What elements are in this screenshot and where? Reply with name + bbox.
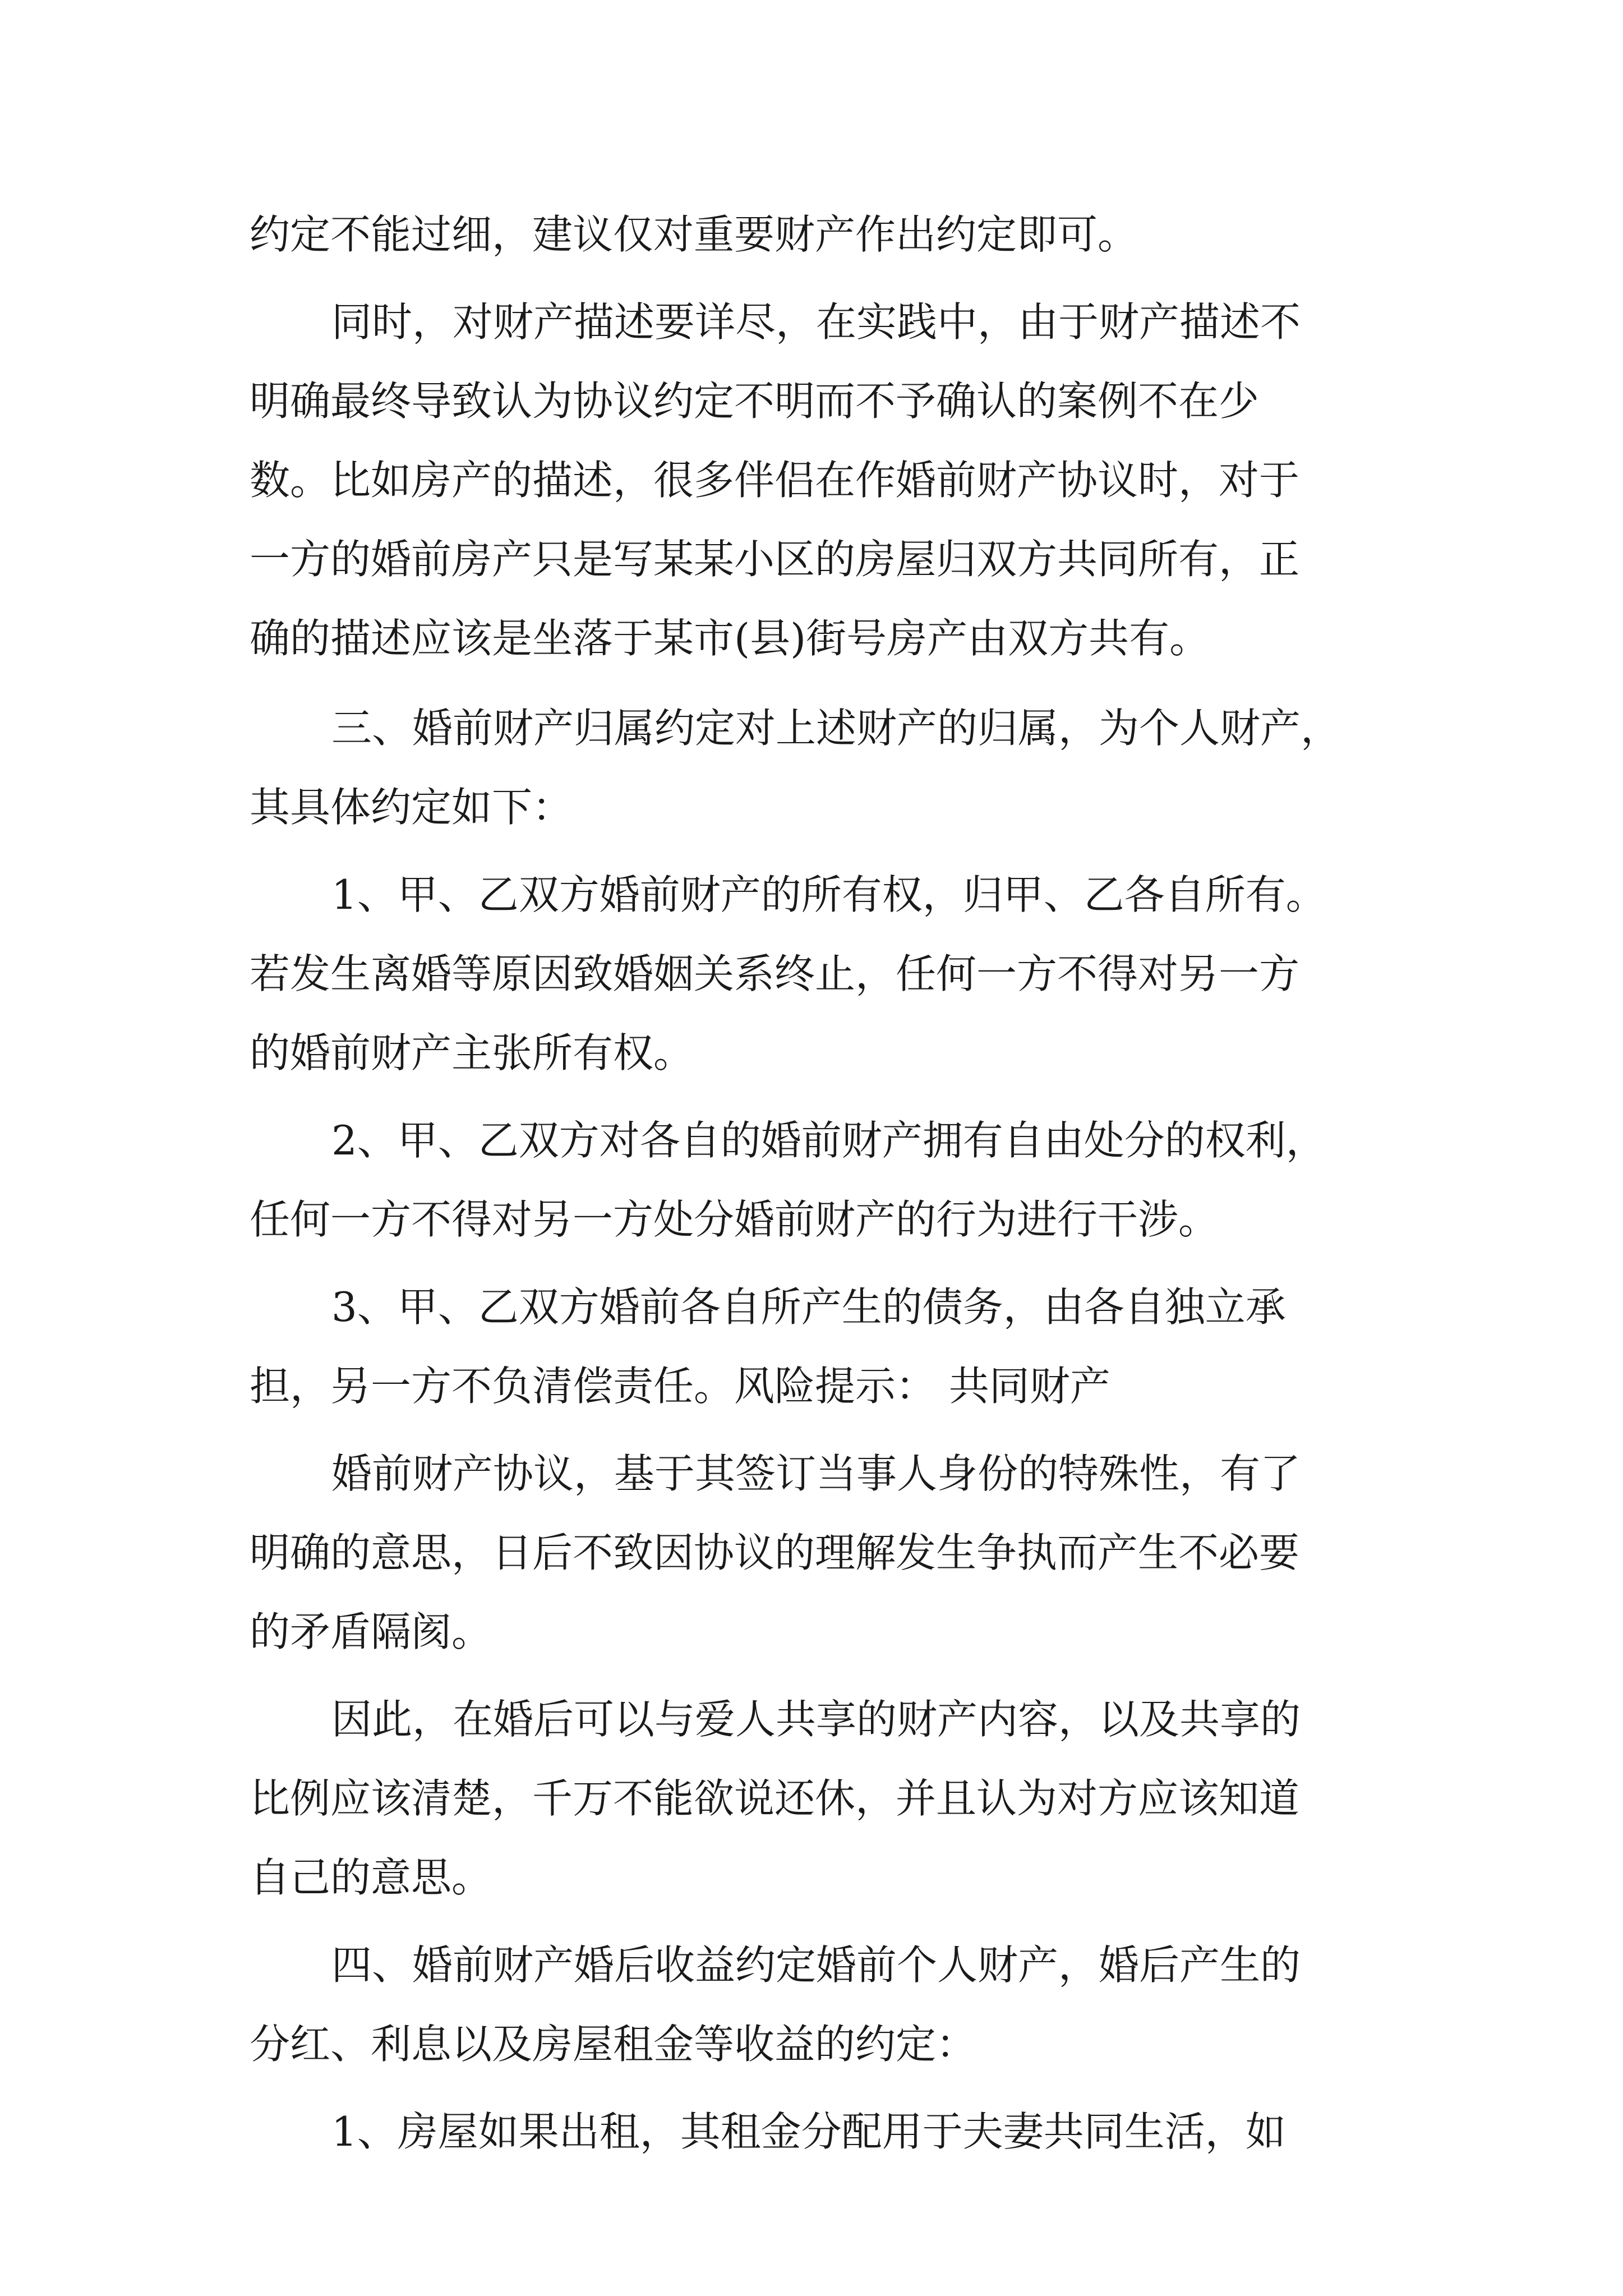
text-line: 三、婚前财产归属约定对上述财产的归属，为个人财产，: [331, 705, 1341, 752]
text-line: 的矛盾隔阂。: [250, 1608, 492, 1655]
text-line: 的婚前财产主张所有权。: [250, 1029, 694, 1076]
text-line: 1、甲、乙双方婚前财产的所有权，归甲、乙各自所有。: [331, 871, 1326, 918]
text-line: 一方的婚前房产只是写某某小区的房屋归双方共同所有，正: [250, 536, 1300, 583]
text-line: 明确最终导致认为协议约定不明而不予确认的案例不在少: [250, 378, 1260, 425]
text-line: 比例应该清楚，千万不能欲说还休，并且认为对方应该知道: [250, 1775, 1300, 1822]
text-line: 四、婚前财产婚后收益约定婚前个人财产，婚后产生的: [331, 1941, 1301, 1989]
text-line: 2、甲、乙双方对各自的婚前财产拥有自由处分的权利，: [331, 1117, 1326, 1164]
text-line: 分红、利息以及房屋租金等收益的约定：: [250, 2021, 977, 2068]
text-line: 约定不能过细，建议仅对重要财产作出约定即可。: [250, 211, 1138, 258]
text-line: 3、甲、乙双方婚前各自所产生的债务，由各自独立承: [331, 1283, 1286, 1331]
text-line: 确的描述应该是坐落于某市(县)街号房产由双方共有。: [250, 615, 1210, 662]
text-line: 其具体约定如下：: [250, 784, 573, 831]
text-line: 数。比如房产的描述，很多伴侣在作婚前财产协议时，对于: [250, 457, 1300, 504]
text-line: 婚前财产协议，基于其签订当事人身份的特殊性，有了: [331, 1450, 1301, 1497]
text-line: 担，另一方不负清偿责任。风险提示： 共同财产: [250, 1363, 1110, 1410]
text-line: 因此，在婚后可以与爱人共享的财产内容，以及共享的: [331, 1696, 1301, 1743]
text-line: 1、房屋如果出租，其租金分配用于夫妻共同生活，如: [331, 2108, 1286, 2155]
text-line: 明确的意思，日后不致因协议的理解发生争执而产生不必要: [250, 1529, 1300, 1576]
text-line: 同时，对财产描述要详尽，在实践中，由于财产描述不: [331, 298, 1301, 346]
text-line: 任何一方不得对另一方处分婚前财产的行为进行干涉。: [250, 1196, 1219, 1243]
text-line: 若发生离婚等原因致婚姻关系终止，任何一方不得对另一方: [250, 950, 1300, 997]
text-line: 自己的意思。: [250, 1854, 492, 1901]
